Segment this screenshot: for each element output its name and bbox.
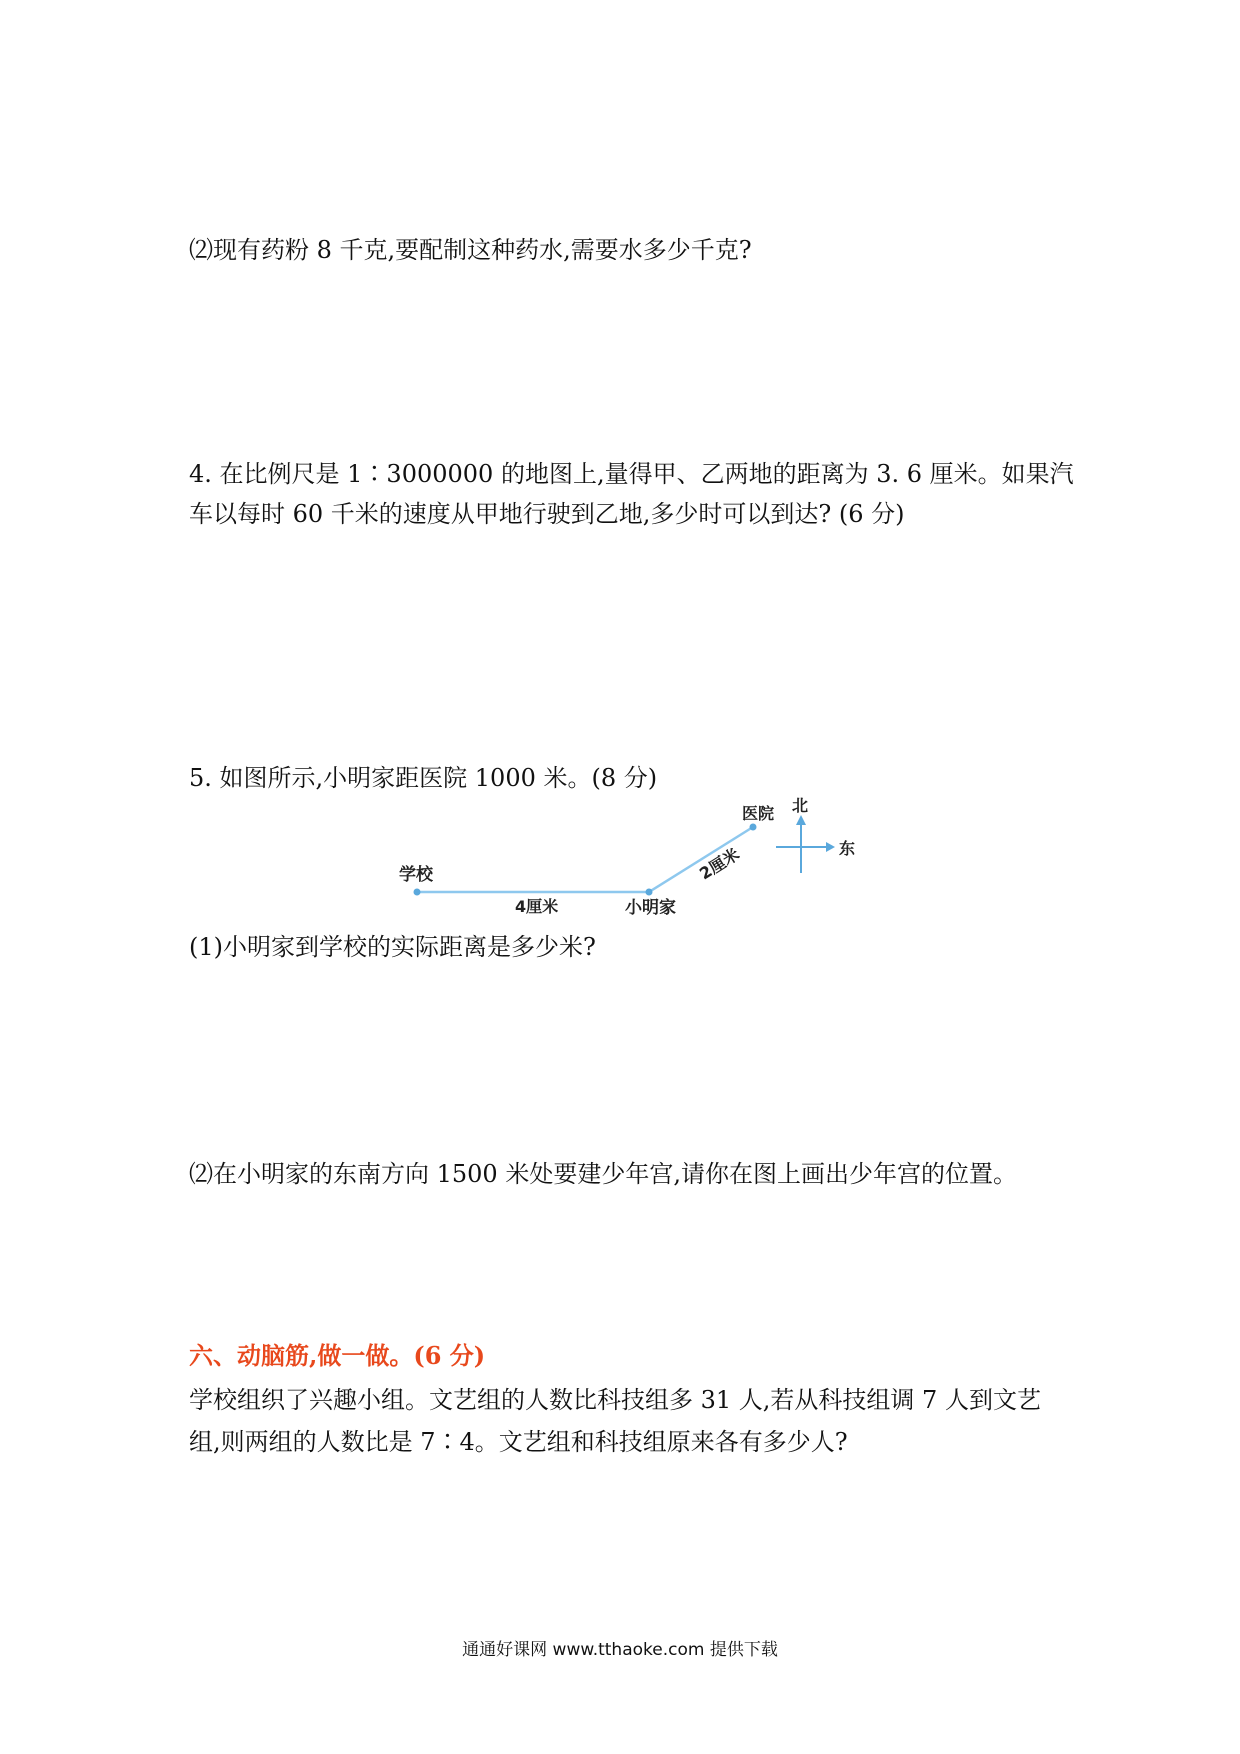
home-label: 小明家 bbox=[625, 898, 676, 918]
segment-2-label: 2厘米 bbox=[696, 844, 743, 884]
compass-east-arrow-icon bbox=[826, 842, 835, 852]
page-footer: 通通好课网 www.tthaoke.com 提供下载 bbox=[462, 1640, 778, 1660]
section-6-title: 六、动脑筋,做一做。(6 分) bbox=[189, 1341, 486, 1370]
school-label: 学校 bbox=[399, 865, 433, 885]
school-point bbox=[414, 889, 421, 896]
home-point bbox=[646, 889, 653, 896]
question-5-intro: 5. 如图所示,小明家距医院 1000 米。(8 分) bbox=[189, 764, 658, 792]
question-3-part-2: ⑵现有药粉 8 千克,要配制这种药水,需要水多少千克? bbox=[189, 236, 752, 264]
east-label: 东 bbox=[839, 839, 856, 858]
section-6-line-2: 组,则两组的人数比是 7∶4。文艺组和科技组原来各有多少人? bbox=[189, 1428, 848, 1456]
segment-1-label: 4厘米 bbox=[515, 897, 559, 916]
question-5-part-1: (1)小明家到学校的实际距离是多少米? bbox=[189, 933, 596, 961]
route-map-figure bbox=[380, 795, 860, 930]
question-5-part-2: ⑵在小明家的东南方向 1500 米处要建少年宫,请你在图上画出少年宫的位置。 bbox=[189, 1160, 1017, 1188]
section-6-line-1: 学校组织了兴趣小组。文艺组的人数比科技组多 31 人,若从科技组调 7 人到文艺 bbox=[189, 1386, 1041, 1414]
north-label: 北 bbox=[792, 796, 809, 815]
hospital-label: 医院 bbox=[742, 804, 775, 823]
hospital-point bbox=[750, 824, 757, 831]
question-4-line-2: 车以每时 60 千米的速度从甲地行驶到乙地,多少时可以到达? (6 分) bbox=[189, 500, 905, 528]
question-4-line-1: 4. 在比例尺是 1∶3000000 的地图上,量得甲、乙两地的距离为 3. 6 厘米。如果汽 bbox=[189, 460, 1074, 488]
compass-north-arrow-icon bbox=[796, 815, 806, 825]
